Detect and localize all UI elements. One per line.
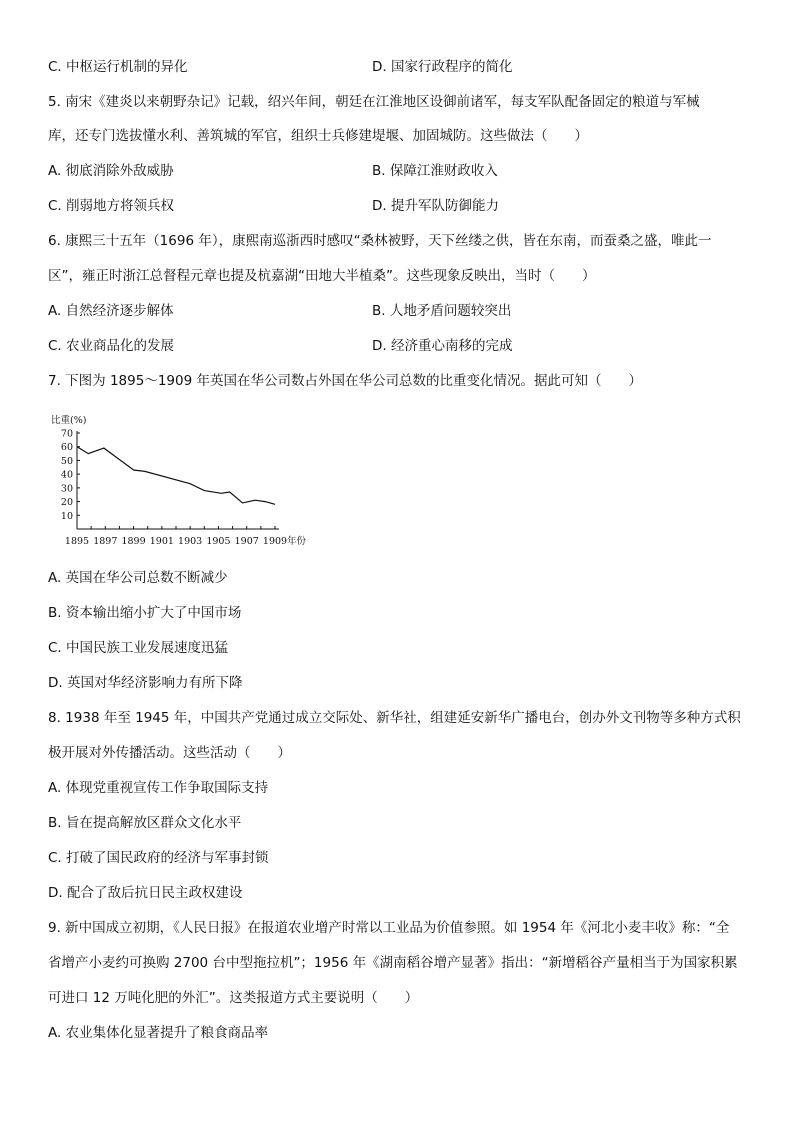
y-axis-label: 比重(%) <box>51 415 87 426</box>
x-tick-label: 1903 <box>178 536 203 547</box>
q5-option-a: A. 彻底消除外敌威胁 <box>48 163 174 179</box>
q5-option-b: B. 保障江淮财政收入 <box>372 163 498 179</box>
q9-stem-line2: 省增产小麦约可换购 2700 台中型拖拉机”；1956 年《湖南稻谷增产显著》指出：“新增稻谷产量相当于为国家积累 <box>48 955 738 971</box>
q5-stem-line1: 5. 南宋《建炎以来朝野杂记》记载，绍兴年间，朝廷在江淮地区设御前诸军，每支军队配备固定的粮道与军械 <box>48 94 700 110</box>
q5-stem-line2: 库，还专门选拔懂水利、善筑城的军官，组织士兵修建堤堰、加固城防。这些做法（ ） <box>48 128 588 144</box>
y-tick-label: 40 <box>60 469 73 481</box>
q8-stem-line1: 8. 1938 年至 1945 年，中国共产党通过成立交际处、新华社，组建延安新华广播电台，创办外文刊物等多种方式积 <box>48 710 741 726</box>
q7-option-b: B. 资本输出缩小扩大了中国市场 <box>48 605 242 621</box>
q6-option-b: B. 人地矛盾问题较突出 <box>372 303 512 319</box>
q9-stem-line1: 9. 新中国成立初期，《人民日报》在报道农业增产时常以工业品为价值参照。如 1954 年《河北小麦丰收》称：“全 <box>48 920 730 936</box>
x-tick-label: 1905 <box>206 536 231 547</box>
x-axis-label: 年份 <box>287 536 307 547</box>
q5-option-d: D. 提升军队防御能力 <box>372 198 499 214</box>
q4-option-c: C. 中枢运行机制的异化 <box>48 59 188 75</box>
y-tick-label: 50 <box>60 455 73 467</box>
q8-option-b: B. 旨在提高解放区群众文化水平 <box>48 815 242 831</box>
q9-option-a: A. 农业集体化显著提升了粮食商品率 <box>48 1025 269 1041</box>
q6-option-a: A. 自然经济逐步解体 <box>48 303 174 319</box>
q7-option-d: D. 英国对华经济影响力有所下降 <box>48 675 243 691</box>
q7-option-a: A. 英国在华公司总数不断减少 <box>48 570 228 586</box>
q6-option-c: C. 农业商品化的发展 <box>48 338 175 354</box>
q8-option-c: C. 打破了国民政府的经济与军事封锁 <box>48 850 269 866</box>
british-company-share-chart <box>46 410 326 552</box>
x-tick-label: 1909 <box>262 536 288 547</box>
x-tick-label: 1907 <box>234 536 259 547</box>
y-tick-label: 60 <box>60 442 73 454</box>
y-tick-label: 30 <box>60 483 73 495</box>
q6-option-d: D. 经济重心南移的完成 <box>372 338 513 354</box>
x-tick-label: 1897 <box>93 536 118 547</box>
y-tick-label: 70 <box>60 428 73 440</box>
q7-option-c: C. 中国民族工业发展速度迅猛 <box>48 640 229 656</box>
y-tick-label: 20 <box>60 497 73 509</box>
q8-option-d: D. 配合了敌后抗日民主政权建设 <box>48 885 243 901</box>
q8-option-a: A. 体现党重视宣传工作争取国际支持 <box>48 780 269 796</box>
q6-stem-line2: 区”，雍正时浙江总督程元章也提及杭嘉湖“田地大半植桑”。这些现象反映出，当时（ ） <box>48 268 596 284</box>
x-tick-label: 1899 <box>121 536 146 547</box>
y-tick-label: 10 <box>60 510 73 522</box>
q6-stem-line1: 6. 康熙三十五年（1696 年），康熙南巡浙西时感叹“桑林被野，天下丝缕之供，皆在东南，而蚕桑之盛，唯此一 <box>48 233 712 249</box>
x-tick-label: 1901 <box>149 536 174 547</box>
x-tick-label: 1895 <box>64 536 90 547</box>
series-line <box>77 447 275 505</box>
q4-option-d: D. 国家行政程序的简化 <box>372 59 513 75</box>
q9-stem-line3: 可进口 12 万吨化肥的外汇”。这类报道方式主要说明（ ） <box>48 990 419 1006</box>
q7-stem: 7. 下图为 1895～1909 年英国在华公司数占外国在华公司总数的比重变化情况。据此可知（ ） <box>48 373 642 389</box>
q8-stem-line2: 极开展对外传播活动。这些活动（ ） <box>48 745 291 761</box>
q5-option-c: C. 削弱地方将领兵权 <box>48 198 175 214</box>
